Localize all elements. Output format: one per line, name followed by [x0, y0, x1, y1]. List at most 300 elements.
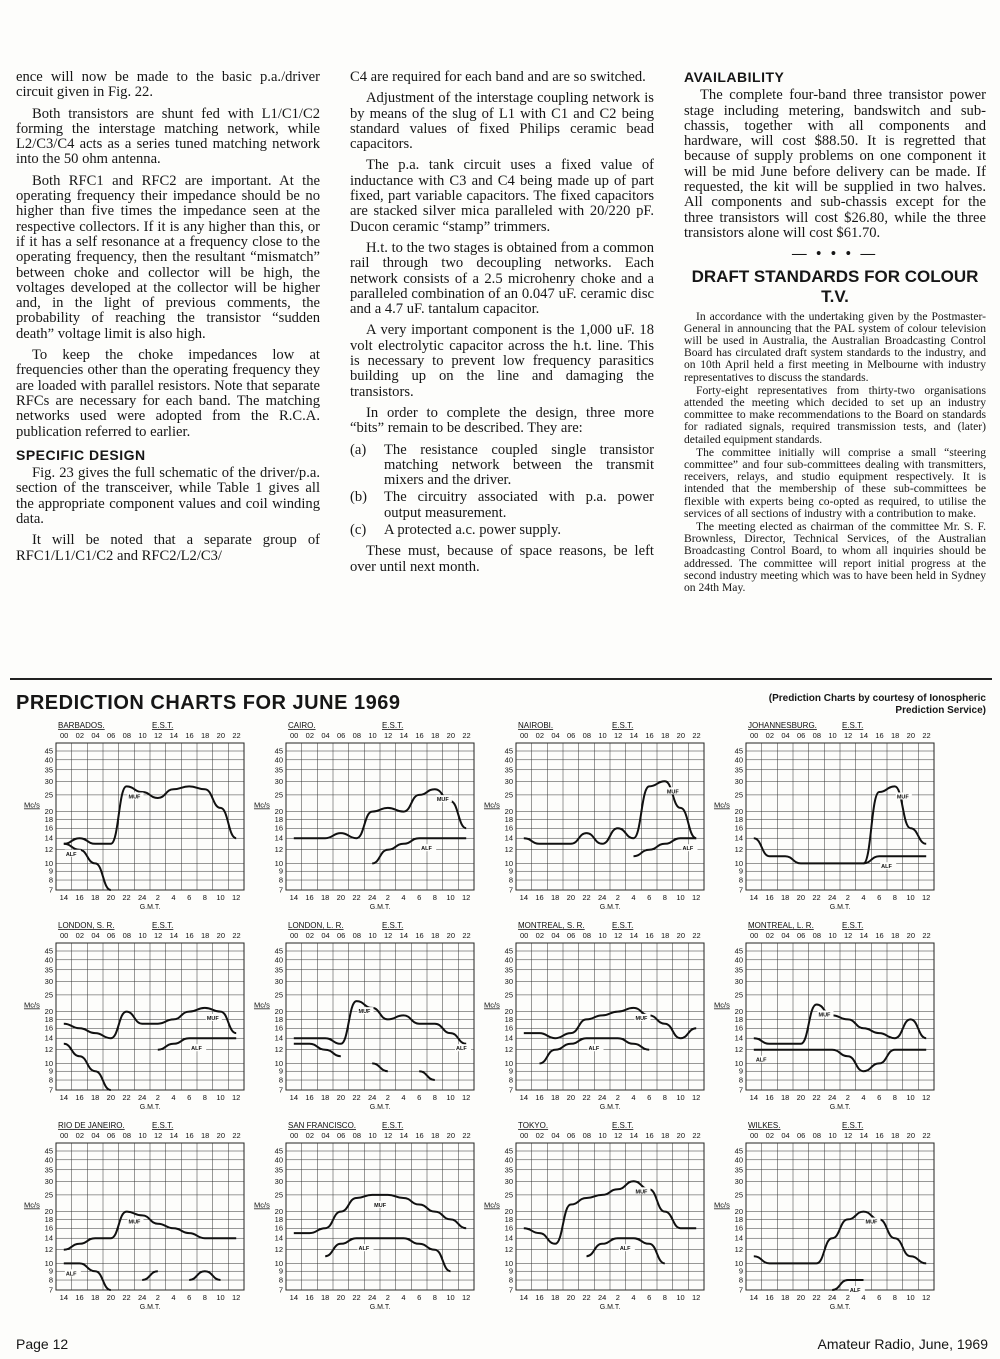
- x-tick-label: 14: [749, 893, 759, 902]
- y-tick-label: 7: [508, 1085, 513, 1095]
- est-tick-label: 12: [844, 931, 853, 940]
- series-label: MUF: [128, 1219, 141, 1226]
- x-tick-label: 6: [187, 1293, 192, 1302]
- x-tick-label: 12: [461, 893, 471, 902]
- x-tick-label: 18: [550, 1293, 560, 1302]
- x-tick-label: 24: [827, 893, 837, 902]
- y-tick-label: 20: [504, 1207, 513, 1217]
- est-tick-label: 12: [844, 731, 853, 740]
- paragraph: C4 are required for each band and are so switched.: [350, 69, 646, 85]
- x-tick-label: 6: [647, 1093, 652, 1102]
- est-tick-label: 18: [661, 931, 670, 940]
- est-tick-label: 12: [384, 931, 393, 940]
- est-tick-label: 18: [661, 731, 670, 740]
- prediction-chart-svg: [712, 918, 942, 1113]
- y-tick-label: 16: [44, 1223, 53, 1233]
- y-tick-label: 8: [278, 1075, 283, 1085]
- est-tick-label: 04: [91, 731, 100, 740]
- est-tick-label: 10: [368, 931, 377, 940]
- x-tick-label: 4: [861, 1293, 866, 1302]
- est-tick-label: 10: [598, 931, 607, 940]
- x-tick-label: 2: [155, 893, 160, 902]
- x-tick-label: 12: [921, 1093, 931, 1102]
- y-tick-label: 14: [734, 1233, 743, 1243]
- est-tick-label: 06: [567, 931, 576, 940]
- y-tick-label: 16: [44, 823, 53, 833]
- y-tick-label: 14: [274, 833, 283, 843]
- est-tick-label: 16: [415, 1131, 424, 1140]
- est-tick-label: 22: [462, 931, 471, 940]
- est-tick-label: 14: [859, 731, 869, 740]
- y-tick-label: 10: [274, 1258, 283, 1268]
- x-tick-label: 18: [90, 893, 100, 902]
- y-tick-label: 35: [274, 965, 283, 975]
- paragraph: Adjustment of the interstage coupling network is by means of the slug of L1 with C1 and C2 being standard values of fixed Philips ceramic bead capacitors.: [350, 90, 654, 153]
- x-tick-label: 22: [352, 1093, 361, 1102]
- x-tick-label: 20: [336, 893, 346, 902]
- est-tick-label: 20: [446, 931, 456, 940]
- x-tick-label: 12: [691, 1093, 701, 1102]
- y-tick-label: 16: [44, 1023, 53, 1033]
- est-tick-label: 02: [305, 731, 315, 740]
- x-tick-label: 6: [877, 1293, 882, 1302]
- paragraph: ence will now be made to the basic p.a./driver circuit given in Fig. 22.: [16, 69, 320, 101]
- prediction-chart: [252, 918, 482, 1113]
- paragraph: Forty-eight representatives from thirty-two organisations attended the meeting which decided to set up an industry committee to make recommendations to the Board on standards for radiated signals, required transmission tests, and (later) detailed equipment standards.: [684, 383, 986, 446]
- est-tick-label: 06: [567, 1131, 576, 1140]
- est-tick-label: 22: [232, 1131, 241, 1140]
- prediction-chart: [252, 1118, 482, 1313]
- x-tick-label: 14: [59, 1293, 69, 1302]
- est-tick-label: 22: [922, 931, 931, 940]
- x-axis-label: G.M.T.: [599, 1304, 621, 1311]
- y-tick-label: 12: [734, 845, 743, 855]
- y-tick-label: 40: [44, 955, 53, 965]
- y-tick-label: 8: [508, 1075, 513, 1085]
- y-tick-label: 30: [44, 1176, 53, 1186]
- section-heading-availability: AVAILABILITY: [684, 69, 785, 85]
- y-tick-label: 45: [274, 1146, 283, 1156]
- series-label: MUF: [358, 1009, 371, 1016]
- est-tick-label: 14: [169, 931, 179, 940]
- x-tick-label: 8: [892, 893, 897, 902]
- y-tick-label: 18: [504, 1014, 513, 1024]
- y-tick-label: 25: [734, 790, 743, 800]
- list-item: [350, 443, 654, 489]
- est-tick-label: 20: [446, 731, 456, 740]
- y-tick-label: 18: [274, 1014, 283, 1024]
- est-axis-label: E.S.T.: [152, 721, 174, 730]
- est-tick-label: 06: [107, 1131, 116, 1140]
- x-tick-label: 18: [90, 1293, 100, 1302]
- prediction-chart-svg: [22, 918, 252, 1113]
- est-tick-label: 14: [629, 731, 639, 740]
- series-label: ALF: [421, 846, 432, 853]
- est-tick-label: 04: [551, 731, 560, 740]
- est-tick-label: 02: [535, 1131, 545, 1140]
- est-tick-label: 20: [446, 1131, 456, 1140]
- est-tick-label: 00: [520, 931, 529, 940]
- y-tick-label: 45: [274, 946, 283, 956]
- y-tick-label: 12: [274, 1245, 283, 1255]
- est-tick-label: 12: [384, 1131, 393, 1140]
- x-tick-label: 6: [187, 893, 192, 902]
- y-tick-label: 18: [274, 814, 283, 824]
- x-axis-label: G.M.T.: [139, 1104, 161, 1111]
- y-tick-label: 20: [44, 807, 53, 817]
- est-tick-label: 06: [567, 731, 576, 740]
- x-tick-label: 6: [417, 1293, 422, 1302]
- y-tick-label: 14: [44, 1033, 53, 1043]
- x-tick-label: 18: [780, 1293, 790, 1302]
- y-tick-label: 16: [734, 1223, 743, 1233]
- y-axis-label: Mc/s: [714, 800, 730, 810]
- est-tick-label: 08: [582, 931, 592, 940]
- x-tick-label: 10: [216, 1293, 225, 1302]
- est-tick-label: 06: [337, 931, 346, 940]
- est-tick-label: 16: [645, 731, 654, 740]
- y-tick-label: 25: [504, 1190, 513, 1200]
- x-tick-label: 10: [216, 1093, 225, 1102]
- series-label: ALF: [191, 1046, 202, 1053]
- est-tick-label: 06: [107, 731, 116, 740]
- paragraph: In accordance with the undertaking given by the Postmaster-General in announcing that the PAL system of colour television will be used in Australia, the Australian Broadcasting Control Board has circulated draft system standards to the industry, and on 10th April held a first meeting in Melbourne with industry representatives to discuss the standards.: [684, 309, 986, 384]
- x-tick-label: 18: [550, 1093, 560, 1102]
- chart-location-title: MONTREAL, S. R.: [518, 921, 585, 930]
- est-tick-label: 00: [290, 931, 299, 940]
- y-tick-label: 18: [504, 1214, 513, 1224]
- list-text: A protected a.c. power supply.: [384, 522, 561, 539]
- x-tick-label: 10: [446, 1293, 455, 1302]
- est-tick-label: 16: [645, 1131, 654, 1140]
- est-tick-label: 16: [415, 731, 424, 740]
- y-tick-label: 7: [48, 885, 53, 895]
- y-tick-label: 8: [278, 875, 283, 885]
- est-tick-label: 20: [906, 1131, 916, 1140]
- y-tick-label: 9: [48, 1066, 53, 1076]
- y-tick-label: 9: [738, 1266, 743, 1276]
- y-tick-label: 12: [734, 1245, 743, 1255]
- x-tick-label: 16: [75, 1293, 84, 1302]
- est-tick-label: 04: [321, 1131, 330, 1140]
- est-tick-label: 22: [692, 1131, 701, 1140]
- x-tick-label: 16: [535, 1293, 544, 1302]
- y-tick-label: 12: [44, 845, 53, 855]
- y-tick-label: 35: [504, 765, 513, 775]
- x-tick-label: 22: [582, 1293, 591, 1302]
- est-tick-label: 14: [629, 1131, 639, 1140]
- x-tick-label: 22: [812, 893, 821, 902]
- est-tick-label: 16: [415, 931, 424, 940]
- y-tick-label: 16: [274, 1023, 283, 1033]
- chart-location-title: NAIROBI.: [518, 721, 554, 730]
- x-tick-label: 16: [75, 893, 84, 902]
- y-tick-label: 18: [504, 814, 513, 824]
- est-tick-label: 12: [844, 1131, 853, 1140]
- est-tick-label: 04: [321, 731, 330, 740]
- y-tick-label: 20: [734, 1007, 743, 1017]
- est-tick-label: 08: [582, 1131, 592, 1140]
- y-tick-label: 9: [738, 866, 743, 876]
- y-tick-label: 14: [44, 833, 53, 843]
- y-tick-label: 35: [274, 765, 283, 775]
- x-tick-label: 24: [367, 1293, 377, 1302]
- y-tick-label: 10: [274, 858, 283, 868]
- list-item: [350, 523, 654, 538]
- y-tick-label: 40: [274, 1155, 283, 1165]
- prediction-chart: [22, 918, 252, 1113]
- x-tick-label: 8: [662, 893, 667, 902]
- x-tick-label: 20: [566, 1293, 576, 1302]
- y-tick-label: 40: [44, 1155, 53, 1165]
- series-label: ALF: [849, 1288, 861, 1295]
- prediction-chart-svg: [252, 1118, 482, 1313]
- est-tick-label: 18: [891, 931, 900, 940]
- est-tick-label: 16: [185, 931, 194, 940]
- est-tick-label: 00: [520, 731, 529, 740]
- est-tick-label: 08: [122, 731, 132, 740]
- x-tick-label: 22: [582, 893, 591, 902]
- x-tick-label: 2: [385, 1093, 390, 1102]
- est-tick-label: 14: [399, 731, 409, 740]
- x-tick-label: 12: [921, 1293, 931, 1302]
- paragraph: Both transistors are shunt fed with L1/C1/C2 forming the interstage matching network, while L2/C3/C4 acts as a series tuned matching network into the 50 ohm antenna.: [16, 105, 320, 168]
- chart-location-title: TOKYO.: [518, 1121, 549, 1130]
- y-axis-label: Mc/s: [24, 1200, 40, 1210]
- y-tick-label: 45: [734, 946, 743, 956]
- x-tick-label: 16: [765, 1293, 774, 1302]
- x-tick-label: 24: [597, 1093, 607, 1102]
- y-tick-label: 10: [44, 858, 53, 868]
- y-tick-label: 10: [734, 1058, 743, 1068]
- est-tick-label: 06: [797, 1131, 806, 1140]
- prediction-chart-svg: [482, 918, 712, 1113]
- x-tick-label: 16: [305, 1093, 314, 1102]
- est-axis-label: E.S.T.: [382, 921, 404, 930]
- y-tick-label: 8: [738, 1275, 743, 1285]
- prediction-chart-svg: [22, 718, 252, 913]
- y-tick-label: 20: [274, 1007, 283, 1017]
- chart-location-title: LONDON, S. R.: [58, 921, 115, 930]
- est-tick-label: 02: [535, 731, 545, 740]
- est-tick-label: 12: [614, 931, 623, 940]
- x-tick-label: 2: [155, 1093, 160, 1102]
- x-axis-label: G.M.T.: [369, 1304, 391, 1311]
- y-tick-label: 30: [274, 1176, 283, 1186]
- est-tick-label: 12: [614, 731, 623, 740]
- y-tick-label: 16: [274, 1223, 283, 1233]
- y-tick-label: 35: [274, 1165, 283, 1175]
- y-tick-label: 35: [44, 765, 53, 775]
- x-tick-label: 4: [861, 893, 866, 902]
- x-tick-label: 12: [461, 1093, 471, 1102]
- est-tick-label: 10: [828, 731, 837, 740]
- list-text: The resistance coupled single transistor matching network between the transmit mixers and the driver.: [384, 441, 654, 489]
- y-tick-label: 7: [738, 1085, 743, 1095]
- y-tick-label: 25: [274, 1190, 283, 1200]
- est-tick-label: 08: [812, 1131, 822, 1140]
- est-tick-label: 00: [60, 1131, 69, 1140]
- prediction-chart: [482, 718, 712, 913]
- y-tick-label: 40: [274, 955, 283, 965]
- x-tick-label: 8: [432, 1293, 437, 1302]
- paragraph: The p.a. tank circuit uses a fixed value of inductance with C3 and C4 being made up of part fixed, part variable capacitors. The fixed capacitors are stacked silver mica paralleled with 20/220 pF. Ducon ceramic “stamp” trimmers.: [350, 157, 654, 235]
- x-tick-label: 4: [631, 1293, 636, 1302]
- x-tick-label: 2: [385, 1293, 390, 1302]
- prediction-charts-title: PREDICTION CHARTS FOR JUNE 1969: [16, 692, 401, 714]
- section-heading-specific-design: SPECIFIC DESIGN: [16, 446, 146, 463]
- est-tick-label: 08: [352, 931, 362, 940]
- draft-standards-title: DRAFT STANDARDS FOR COLOUR T.V.: [691, 266, 979, 306]
- y-tick-label: 9: [48, 866, 53, 876]
- article-column-1: [16, 70, 320, 570]
- est-tick-label: 22: [692, 931, 701, 940]
- y-tick-label: 25: [734, 990, 743, 1000]
- y-tick-label: 16: [734, 823, 743, 833]
- est-tick-label: 16: [185, 1131, 194, 1140]
- y-tick-label: 16: [504, 823, 513, 833]
- paragraph: A very important component is the 1,000 uF. 18 volt electrolytic capacitor across the h.t. line. This is necessary to prevent low frequency parasitics building up on the line and damaging the transistors.: [350, 322, 654, 400]
- y-tick-label: 25: [274, 790, 283, 800]
- x-tick-label: 18: [320, 1093, 330, 1102]
- series-line-alf: [372, 838, 466, 863]
- est-tick-label: 18: [661, 1131, 670, 1140]
- y-axis-label: Mc/s: [254, 1000, 270, 1010]
- est-tick-label: 06: [797, 731, 806, 740]
- est-tick-label: 20: [906, 931, 916, 940]
- est-tick-label: 20: [216, 1131, 226, 1140]
- x-tick-label: 14: [289, 893, 299, 902]
- chart-location-title: CAIRO.: [288, 721, 316, 730]
- est-tick-label: 10: [368, 1131, 377, 1140]
- est-tick-label: 22: [922, 731, 931, 740]
- list-label: (a): [350, 441, 367, 458]
- est-tick-label: 12: [384, 731, 393, 740]
- y-tick-label: 16: [504, 1223, 513, 1233]
- x-tick-label: 10: [906, 893, 915, 902]
- y-tick-label: 35: [734, 1165, 743, 1175]
- est-tick-label: 14: [629, 931, 639, 940]
- x-tick-label: 24: [597, 893, 607, 902]
- series-label: MUF: [896, 794, 909, 801]
- est-tick-label: 12: [154, 1131, 163, 1140]
- est-tick-label: 08: [352, 1131, 362, 1140]
- prediction-chart: [482, 918, 712, 1113]
- series-label: ALF: [456, 1046, 467, 1053]
- est-tick-label: 16: [875, 731, 884, 740]
- x-tick-label: 2: [845, 1093, 850, 1102]
- est-tick-label: 02: [765, 1131, 775, 1140]
- est-tick-label: 22: [922, 1131, 931, 1140]
- x-tick-label: 6: [647, 893, 652, 902]
- prediction-chart-svg: [712, 1118, 942, 1313]
- x-tick-label: 18: [780, 893, 790, 902]
- x-axis-label: G.M.T.: [829, 1104, 851, 1111]
- x-tick-label: 18: [320, 1293, 330, 1302]
- prediction-chart: [22, 718, 252, 913]
- y-tick-label: 10: [274, 1058, 283, 1068]
- x-tick-label: 4: [171, 893, 176, 902]
- y-tick-label: 10: [504, 858, 513, 868]
- x-tick-label: 24: [137, 1093, 147, 1102]
- est-tick-label: 04: [551, 931, 560, 940]
- x-tick-label: 14: [519, 1093, 529, 1102]
- y-axis-label: Mc/s: [24, 800, 40, 810]
- x-tick-label: 4: [631, 893, 636, 902]
- est-tick-label: 06: [797, 931, 806, 940]
- y-tick-label: 35: [44, 965, 53, 975]
- chart-location-title: BARBADOS.: [58, 721, 105, 730]
- y-tick-label: 7: [278, 1085, 283, 1095]
- y-tick-label: 9: [738, 1066, 743, 1076]
- est-tick-label: 02: [765, 931, 775, 940]
- x-tick-label: 14: [289, 1293, 299, 1302]
- y-tick-label: 12: [274, 1045, 283, 1055]
- est-tick-label: 14: [399, 1131, 409, 1140]
- x-tick-label: 8: [892, 1093, 897, 1102]
- y-tick-label: 8: [48, 875, 53, 885]
- x-tick-label: 20: [336, 1293, 346, 1302]
- y-tick-label: 40: [734, 1155, 743, 1165]
- x-tick-label: 18: [550, 893, 560, 902]
- chart-location-title: RIO DE JANEIRO.: [58, 1121, 125, 1130]
- est-axis-label: E.S.T.: [382, 721, 404, 730]
- x-axis-label: G.M.T.: [829, 904, 851, 911]
- est-tick-label: 20: [676, 1131, 686, 1140]
- x-tick-label: 20: [106, 1293, 116, 1302]
- est-tick-label: 00: [750, 731, 759, 740]
- x-tick-label: 20: [796, 1293, 806, 1302]
- x-tick-label: 8: [892, 1293, 897, 1302]
- y-tick-label: 40: [734, 955, 743, 965]
- x-tick-label: 24: [367, 1093, 377, 1102]
- x-tick-label: 16: [305, 893, 314, 902]
- y-tick-label: 16: [504, 1023, 513, 1033]
- x-axis-label: G.M.T.: [829, 1304, 851, 1311]
- series-label: ALF: [755, 1057, 767, 1064]
- est-tick-label: 22: [462, 731, 471, 740]
- y-tick-label: 18: [274, 1214, 283, 1224]
- x-tick-label: 14: [59, 893, 69, 902]
- y-tick-label: 25: [734, 1190, 743, 1200]
- x-tick-label: 6: [417, 1093, 422, 1102]
- y-tick-label: 30: [734, 1176, 743, 1186]
- prediction-chart-svg: [252, 718, 482, 913]
- est-tick-label: 16: [185, 731, 194, 740]
- prediction-chart-svg: [712, 718, 942, 913]
- y-tick-label: 7: [508, 1285, 513, 1295]
- y-tick-label: 10: [504, 1058, 513, 1068]
- est-tick-label: 16: [645, 931, 654, 940]
- x-tick-label: 18: [90, 1093, 100, 1102]
- est-axis-label: E.S.T.: [612, 1121, 634, 1130]
- y-tick-label: 12: [734, 1045, 743, 1055]
- x-tick-label: 4: [401, 893, 406, 902]
- est-tick-label: 10: [598, 1131, 607, 1140]
- est-tick-label: 04: [91, 931, 100, 940]
- y-tick-label: 35: [734, 765, 743, 775]
- series-label: MUF: [206, 1015, 219, 1022]
- x-tick-label: 12: [231, 1093, 241, 1102]
- x-tick-label: 8: [432, 893, 437, 902]
- x-tick-label: 12: [461, 1293, 471, 1302]
- list-text: The circuitry associated with p.a. power output measurement.: [384, 489, 654, 521]
- y-tick-label: 45: [44, 946, 53, 956]
- est-tick-label: 08: [812, 931, 822, 940]
- y-tick-label: 45: [504, 946, 513, 956]
- x-tick-label: 14: [519, 893, 529, 902]
- y-tick-label: 30: [44, 976, 53, 986]
